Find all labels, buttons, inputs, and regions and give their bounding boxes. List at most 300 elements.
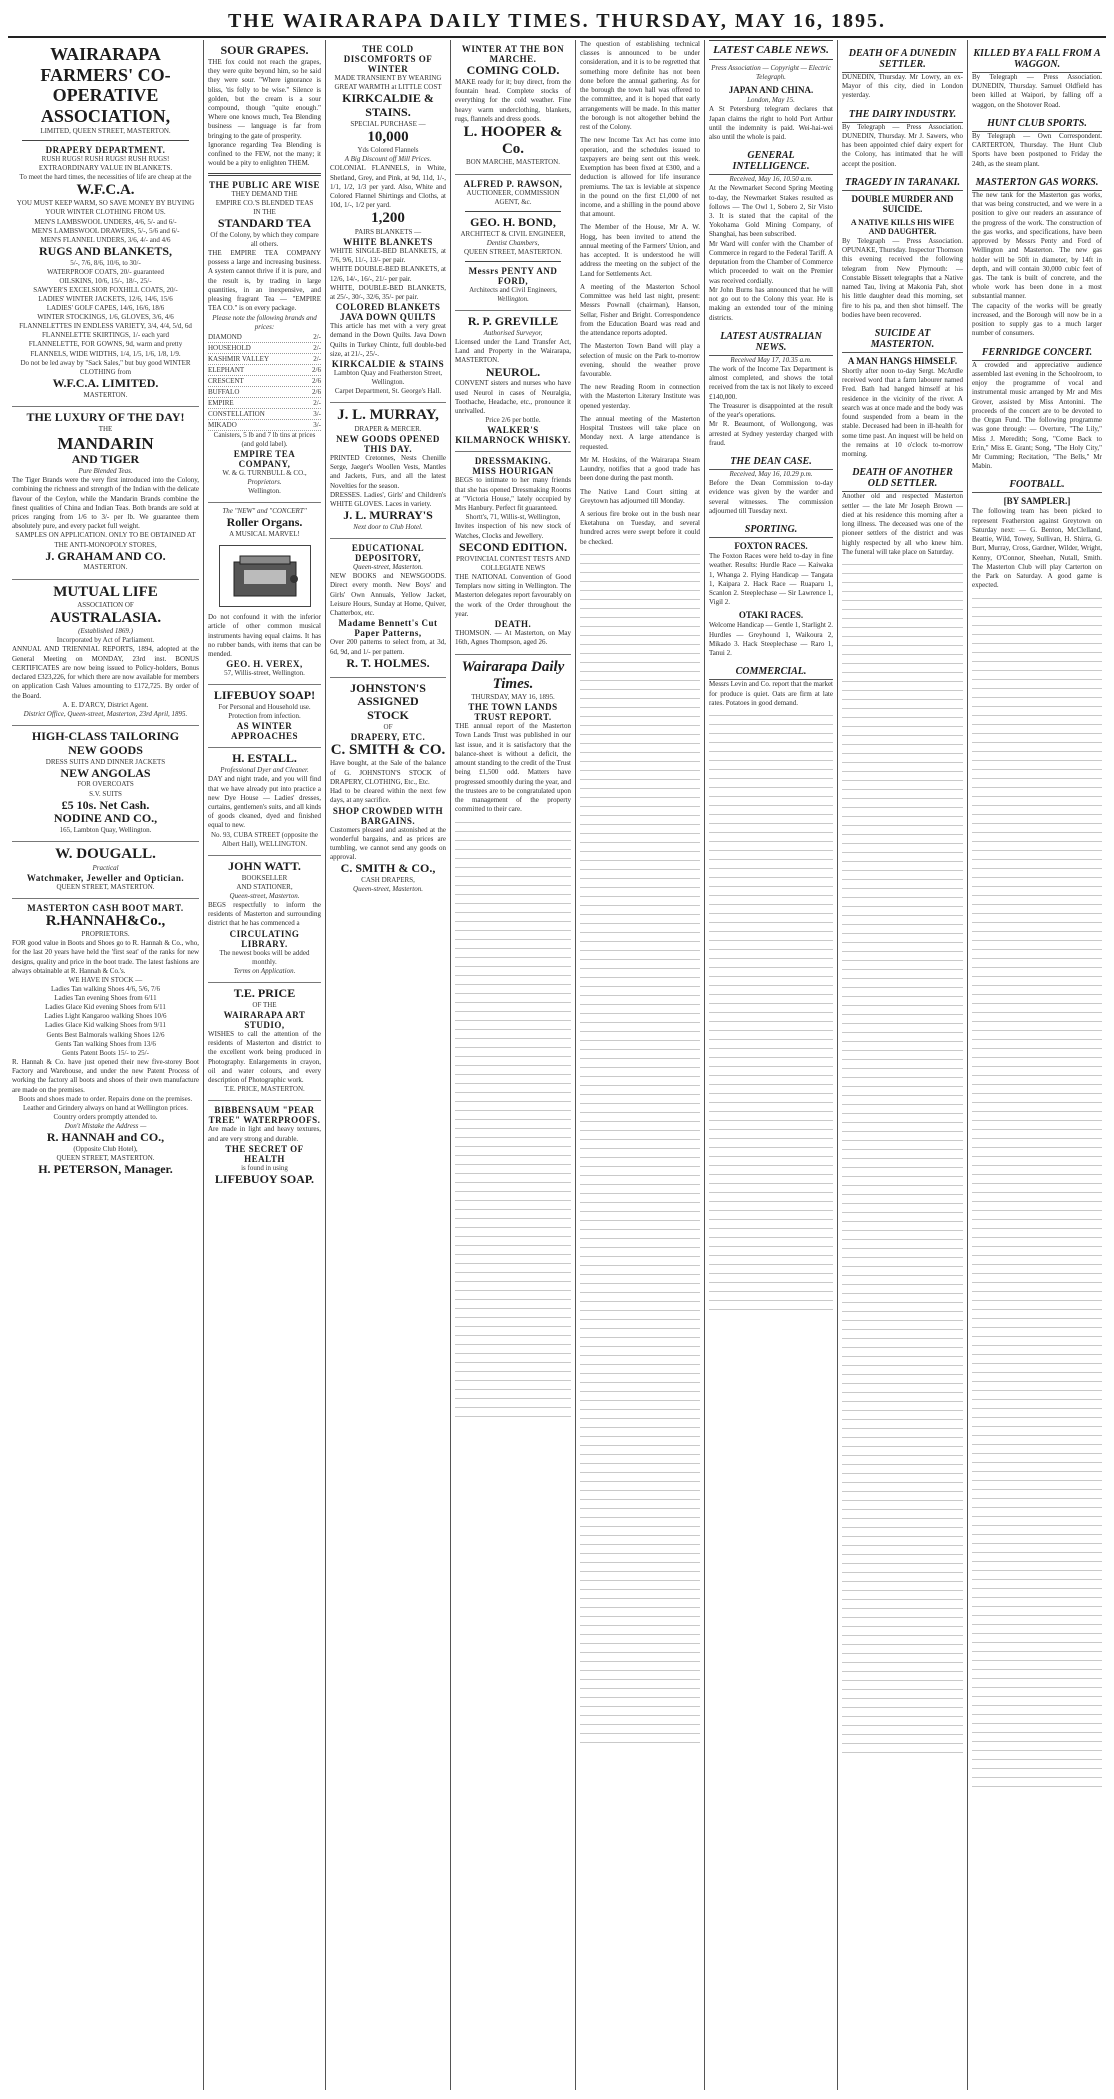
col8-text-block — [972, 595, 1102, 1795]
column-7 — [838, 40, 968, 2090]
organ-title: The "NEW" and "CONCERT" — [222, 507, 307, 516]
local-news-4: A meeting of the Masterton School Committee was held last night, present: Messrs Pownall (chairman), Hanson, Sellar, Fisher and Bright. Correspondence from the Education Board was read and the attendance reports adopted. — [580, 282, 700, 338]
tailoring-price: £5 10s. Net Cash. — [61, 797, 150, 812]
cable-b5: The work of the Income Tax Department is almost completed, and shows the total received from the tax is not likely to exceed £140,000. — [709, 364, 833, 401]
rawson-title: ALFRED P. RAWSON, — [463, 178, 563, 189]
news-h3: TRAGEDY IN TARANAKI. — [842, 173, 963, 191]
second-edition-title: SECOND EDITION. — [458, 539, 568, 554]
wfca-more-3: SAWYER'S EXCELSIOR FOXHILL COATS, 20/- — [33, 285, 178, 294]
column-2 — [204, 40, 326, 2090]
waterproofs-title: BIBBENSAUM "PEAR TREE" WATERPROOFS. — [208, 1105, 321, 1126]
johnston-sub-2: STOCK — [367, 708, 409, 723]
kirk-title-2: KIRKCALDIE & STAINS. — [342, 91, 434, 119]
empire-firm-2: W. & G. TURNBULL & CO., — [222, 468, 307, 477]
cable-b3: Mr Ward will confer with the Chamber of Commerce in regard to the Federal Tariff. A deputation from the Chamber of Commerce which proceeded to wait on the Premier was received cordially. — [709, 239, 833, 285]
empire-body: THE EMPIRE TEA COMPANY possess a large and increasing business. A system cannot thrive if it is pure, and the result is, by trading in large quantities, in an inexpensive, and pleasing fragrant Tea — "EMPIRE TEA CO." is on every package. — [208, 248, 321, 313]
wfca-more-7: FLANNELETTES IN ENDLESS VARIETY, 3/4, 4/4, 5/d, 6d — [19, 322, 192, 331]
cable-text-block — [709, 712, 833, 1312]
watt-lib: CIRCULATING LIBRARY. — [229, 928, 300, 949]
hannah-extra: R. Hannah & Co. have just opened their new five-storey Boot Factory and Warehouse, and under the new Patent Process of working the factory all boots and shoes of their own manufacture are made on the premises. — [12, 1057, 199, 1094]
professional-cards — [455, 175, 571, 311]
penty-title: Messrs PENTY AND FORD, — [468, 265, 558, 286]
tailoring-l4: FOR OVERCOATS — [77, 780, 134, 789]
penty-loc: Wellington. — [497, 294, 529, 303]
john-watt-ad — [208, 856, 321, 983]
tailoring-l3: NEW ANGOLAS — [60, 765, 151, 780]
price-body: WISHES to call the attention of the residents of Masterton and district to the excellent work being produced in Photography. Enlargements in crayon, oil and water colours, and every description of Photographic work. — [208, 1029, 321, 1085]
sour-grapes-ad — [208, 40, 321, 503]
mandarin-tea-ad — [12, 407, 199, 580]
kirk-big-1: 10,000 — [367, 128, 409, 145]
col8-b5: A crowded and appreciative audience assembled last evening in the Schoolroom, to enjoy the programme of vocal and instrumental music arranged by Mr and Mrs Grover, assisted by Miss Antonini. The proceeds of the concert are to be devoted to the Organ Fund. The following programme was gone through: — Overture, "The Lily," Miss J. Meredith; Song, "Come Back to Erin," Miss E. Grant; Song, "The Holy City," Mr Cumming; Recitation, "The Bells," Mr Mabin. — [972, 360, 1102, 471]
lifebuoy-ad — [208, 685, 321, 748]
penty-role: Architects and Civil Engineers, — [469, 285, 557, 294]
editorial — [455, 655, 571, 1425]
news-b5: Another old and respected Masterton settler — the late Mr Joseph Brown — died at his residence this morning after a long illness. The deceased was one of the pioneer settlers of the district and was highly respected by all who knew him. The funeral will take place on Saturday. — [842, 492, 963, 556]
organ-dealer: GEO. H. VEREX, — [226, 659, 303, 670]
kirk-title-4: JAVA DOWN QUILTS — [340, 312, 436, 323]
smith-firm: C. SMITH & CO. — [330, 742, 446, 759]
local-news-7: The annual meeting of the Masterton Hospital Trustees will take place on Monday next. A large attendance is requested. — [580, 414, 700, 451]
watt-loc: Queen-street, Masterton. — [229, 891, 300, 900]
murray-title: J. L. MURRAY, — [337, 407, 439, 424]
murray-body: PRINTED Cretonnes, Nests Chenille Serge, Jaeger's Woollen Vests, Mantles and Jackets, Furs, and all the latest Novelties for the season. — [330, 453, 446, 490]
watt-sub-2: AND STATIONER, — [236, 882, 293, 891]
col8-h1: KILLED BY A FALL FROM A WAGGON. — [972, 44, 1102, 73]
greville-ad — [455, 311, 571, 452]
smith-body: Have bought, at the Sale of the balance of G. JOHNSTON'S STOCK of DRAPERY, CLOTHING, Etc., Etc. — [330, 759, 446, 786]
kirk-list-1: WHITE SINGLE-BED BLANKETS, at 7/6, 9/6, 11/-, 13/- per pair. — [330, 246, 446, 265]
column-5 — [576, 40, 705, 2090]
news-h4: SUICIDE AT MASTERTON. — [842, 324, 963, 353]
wfca-title: WAIRARAPA FARMERS' CO-OPERATIVE ASSOCIATION, — [40, 44, 171, 127]
column-1 — [8, 40, 204, 2090]
wfca-ad — [12, 40, 199, 407]
cable-b10: Welcome Handicap — Gentle 1, Starlight 2. Hurdles — Greyhound 1, Waikoura 2, Mikado 3. Hack Steeplechase — Raro 1, Tanui 2. — [709, 621, 833, 658]
wfca-rug-prices: 5/-, 7/6, 8/6, 10/6, to 30/- — [70, 258, 141, 267]
organ-sub: A MUSICAL MARVEL! — [229, 530, 300, 539]
mutual-office: District Office, Queen-street, Masterton, 23rd April, 1895. — [23, 709, 188, 718]
death-title: DEATH. — [494, 619, 532, 630]
dressmaking-sub: MISS HOURIGAN — [472, 466, 554, 477]
hannah-price-3: Ladies Glace Kid evening Shoes from 6/11 — [45, 1003, 166, 1012]
empire-list-row: ELEPHANT 2/6 — [208, 365, 321, 374]
tailoring-firm: NODINE AND CO., — [53, 811, 158, 826]
public-wise-line-3: IN THE — [253, 207, 276, 216]
health-body: is found in using — [241, 1163, 288, 1172]
dressmaking-body: BEGS to intimate to her many friends that she has opened Dressmaking Rooms at "Victoria House," lately occupied by Mrs Hanbury. Perfect fit guaranteed. — [455, 476, 571, 513]
editorial-head: THE TOWN LANDS TRUST REPORT. — [468, 702, 558, 723]
cable-h3: LATEST AUSTRALIAN NEWS. — [709, 327, 833, 356]
depository-body: NEW BOOKS and NEWSGOODS. Direct every month. New Boys' and Girls' Own Annuals, Yellow Jacket, Leisure Hours, Sunday at Home, Quiver, Chatterbox, etc. — [330, 572, 446, 618]
wfca-brand: W.F.C.A. — [76, 182, 135, 199]
wfca-rush: RUSH RUGS! RUSH RUGS! RUSH RUGS! — [41, 154, 170, 163]
kirk-addr-2: Carpet Department, St. George's Hall. — [334, 387, 442, 396]
wfca-intro: To meet the hard times, the necessities of life are cheap at the — [19, 173, 192, 182]
estall-title: H. ESTALL. — [232, 751, 297, 766]
murray-addr: Next door to Club Hotel. — [353, 523, 423, 531]
murray-head: NEW GOODS OPENED THIS DAY. — [336, 433, 440, 454]
hannah-ad — [12, 899, 199, 1183]
organ-addr: 57, Willis-street, Wellington. — [224, 669, 305, 678]
cable-h2: GENERAL INTELLIGENCE. — [709, 146, 833, 175]
smith-role: CASH DRAPERS, — [361, 876, 415, 885]
local-news-6: The new Reading Room in connection with the Masterton Literary Institute was opened yesterday. — [580, 383, 700, 410]
editorial-text-block — [455, 819, 571, 1419]
public-wise-sub: THEY DEMAND THE — [231, 189, 298, 198]
mutual-note: Incorporated by Act of Parliament. — [56, 636, 155, 645]
hannah-mgr: H. PETERSON, Manager. — [38, 1162, 173, 1177]
mutual-title: MUTUAL LIFE — [53, 583, 158, 600]
local-news-8: Mr M. Hoskins, of the Wairarapa Steam Laundry, notifies that a good trade has been done during the past month. — [580, 455, 700, 483]
johnston-sub: ASSIGNED — [357, 694, 419, 709]
murray-ad — [330, 403, 446, 539]
dougall-ad — [12, 842, 199, 898]
neurol-price: Price 2/6 per bottle. — [485, 416, 541, 425]
organ-body: Do not confound it with the inferior article of other common musical instruments having equal claims. It has no rubber bands, with items that can be mended. — [208, 613, 321, 659]
cable-h5b: FOXTON RACES. — [734, 541, 808, 552]
bond-sub: Dentist Chambers, — [486, 238, 540, 247]
kirk-big-2-sub: PAIRS BLANKETS — — [354, 227, 422, 236]
mandarin-brand-2: MANDARIN — [57, 433, 154, 453]
bon-marche-ad — [455, 40, 571, 175]
mandarin-brand-1: THE — [98, 424, 113, 433]
shortt-body: Invites inspection of his new stock of Watches, Clocks and Jewellery. — [455, 522, 571, 540]
watt-terms: Terms on Application. — [233, 966, 296, 975]
sour-grapes-title: SOUR GRAPES. — [220, 43, 309, 57]
empire-list-row: KASHMIR VALLEY 2/- — [208, 354, 321, 363]
hannah-price-7: Gents Tan walking Shoes from 13/6 — [55, 1039, 156, 1048]
mandarin-store: THE ANTI-MONOPOLY STORES, — [54, 540, 157, 549]
waterproofs-ad — [208, 1101, 321, 1192]
second-edition-sub: PROVINCIAL CONTEST TESTS AND COLLEGIATE NEWS — [455, 554, 571, 572]
greville-title: R. P. GREVILLE — [467, 314, 559, 329]
wfca-more-8: FLANNELETTE SKIRTINGS, 1/- each yard — [42, 331, 169, 340]
murray-sub: DRAPER & MERCER. — [354, 424, 422, 433]
cable-news-head: LATEST CABLE NEWS. — [709, 40, 833, 60]
dressmaking-ad — [455, 452, 571, 654]
neurol-title: NEUROL. — [485, 364, 541, 379]
dougall-loc: QUEEN STREET, MASTERTON. — [56, 882, 155, 891]
mandarin-brand-3: AND TIGER — [71, 452, 140, 467]
empire-list-row: CRESCENT 2/6 — [208, 376, 321, 385]
cable-b8: Before the Dean Commission to-day evidence was given by the warder and several witnesses. The commission adjourned till Tuesday next. — [709, 479, 833, 515]
dougall-title: W. DOUGALL. — [55, 846, 156, 863]
depository-title: EDUCATIONAL DEPOSITORY, — [351, 543, 425, 564]
column-6 — [705, 40, 838, 2090]
kirk-list-3: WHITE, DOUBLE-BED BLANKETS, at 25/-, 30/-, 32/6, 35/- per pair. — [330, 283, 446, 301]
news-text-block — [842, 561, 963, 1761]
col8-b1: By Telegraph — Press Association. DUNEDIN, Thursday. Samuel Oldfield has been killed at Waipori, by falling off a waggon, on the Shotover Road. — [972, 73, 1102, 109]
kirk-title: THE COLD DISCOMFORTS OF WINTER — [343, 44, 433, 74]
smith-body-3: Customers pleased and astonished at the wonderful bargains, and as prices are tumbling, we cannot send any goods on approval. — [330, 825, 446, 862]
standard-tea-body: Of the Colony, by which they compare all others. — [210, 230, 319, 248]
cable-news-sub: Press Association — Copyright — Electric Telegraph. — [711, 64, 831, 82]
smith-head: SHOP CROWDED WITH BARGAINS. — [332, 805, 444, 826]
cable-b11: Messrs Levin and Co. report that the market for produce is quiet. Oats are firm at late rates. Potatoes in good demand. — [709, 680, 833, 707]
wfca-sub: LIMITED, QUEEN STREET, MASTERTON. — [40, 126, 171, 135]
mutual-sub: ASSOCIATION OF — [77, 600, 134, 609]
mandarin-brand-sub: Pure Blended Teas. — [78, 466, 133, 475]
lifebuoy-title: LIFEBUOY SOAP! — [213, 688, 316, 703]
cable-b1: A St Petersburg telegram declares that Japan claims the right to hold Port Arthur until the indemnity is paid. Wei-hai-wei also until the whole is paid. — [709, 105, 833, 141]
mutual-sign: A. E. D'ARCY, District Agent. — [62, 700, 149, 709]
hannah-price-head: WE HAVE IN STOCK — — [68, 976, 143, 985]
price-sub: OF THE — [252, 1000, 277, 1009]
estall-sub: Professional Dyer and Cleaner. — [220, 766, 309, 775]
tailoring-ad — [12, 726, 199, 842]
dressmaking-title: DRESSMAKING. — [474, 456, 552, 467]
greville-role: Authorised Surveyor, — [483, 328, 543, 337]
col8-h5b: [BY SAMPLER.] — [1003, 496, 1071, 507]
neurol-body: CONVENT sisters and nurses who have used Neurol in cases of Neuralgia, Toothache, Headache, etc., pronounce it unrivalled. — [455, 379, 571, 416]
walker-title: WALKER'S KILMARNOCK WHISKY. — [455, 425, 571, 446]
hannah-body: FOR good value in Boots and Shoes go to R. Hannah & Co., who, for the last 20 years have held the 'first seat' of the ranks for new designs, quality and price in the boot trade. The latest fashions are always obtainable at R. Hannah & Co.'s. — [12, 939, 199, 975]
wfca-dept: DRAPERY DEPARTMENT. — [45, 144, 166, 155]
price-studio-ad — [208, 983, 321, 1101]
hannah-firm-2: R. HANNAH and CO., — [46, 1130, 165, 1145]
news-b3: By Telegraph — Press Association. OPUNAKE, Thursday. Inspector Thomson this evening received the following telegram from New Plymouth: — Constable Bissett telegraphs that a Native named Tau, living at Makonia Pah, shot his little daughter dead this morning, set fire to his pa, and then shot himself. The bodies have been recovered. — [842, 236, 963, 319]
bond-role: ARCHITECT & CIVIL ENGINEER, — [460, 229, 566, 238]
news-h4b: A MAN HANGS HIMSELF. — [847, 355, 958, 366]
col8-b6: The following team has been picked to represent Featherston against Greytown on Saturday next: — G. Benton, McClelland, Beattie, Wild, Towey, Sullivan, H. Shirra, G. Burt, Murray, Cross, Gardner, Wilder, Wright, Kenny, O'Connor, Sheehan, Nutall, Smith. The Masterton Club will play Carterton on the Park on Saturday. A good game is expected. — [972, 507, 1102, 590]
tailoring-addr: 165, Lambton Quay, Wellington. — [59, 826, 152, 835]
health-title: THE SECRET OF HEALTH — [225, 1143, 304, 1164]
murray-body-2: DRESSES. Ladies', Girls' and Children's WHITE GLOVES. Laces in variety. — [330, 490, 446, 508]
empire-loc: Wellington. — [248, 487, 281, 496]
mutual-life-ad — [12, 580, 199, 726]
second-edition-body: THE NATIONAL Convention of Good Templars now sitting in Wellington. The Masterton delegates report favourably on the work of the Order throughout the year. — [455, 572, 571, 618]
cable-b6: The Treasurer is disappointed at the result of the year's operations. — [709, 401, 833, 420]
empire-list-row: HOUSEHOLD 2/- — [208, 343, 321, 352]
news-b4: Shortly after noon to-day Sergt. McArdle received word that a farm labourer named Fred. Bath had hanged himself at his residence in the vicinity of the river. A search was at once made and the body was found suspended from a beam in the stable. Deceased had been in ill-health for some time past. An inquest will be held on the remains at 10 o'clock to-morrow morning. — [842, 366, 963, 459]
kirk-list-2: WHITE DOUBLE-BED BLANKETS, at 12/6, 14/-, 16/-, 21/- per pair. — [330, 265, 446, 283]
wfca-more-5: LADIES' GOLF CAPES, 14/6, 16/6, 18/6 — [46, 304, 165, 313]
wfca-more-4: LADIES' WINTER JACKETS, 12/6, 14/6, 15/6 — [38, 295, 173, 304]
hannah-price-2: Ladies Tan evening Shoes from 6/11 — [54, 994, 157, 1003]
wfca-more-10: FLANNELS, WIDE WIDTHS, 1/4, 1/5, 1/6, 1/8, 1/9. — [30, 349, 181, 358]
kirk-big-1-note: A Big Discount off Mill Prices. — [344, 155, 432, 164]
kirk-big-1-sub: Yds Colored Flannels — [357, 146, 419, 155]
price-title: T.E. PRICE — [233, 985, 296, 1000]
price-sub-2: WAIRARAPA ART STUDIO, — [223, 1009, 306, 1030]
cable-t1: London, May 15. — [747, 96, 795, 105]
lifebuoy-body: For Personal and Household use. Protection from infection. — [218, 703, 311, 721]
hannah-price-8: Gents Patent Boots 15/- to 25/- — [62, 1048, 149, 1057]
tailoring-title: HIGH-CLASS TAILORING — [31, 728, 180, 743]
col8-h3: MASTERTON GAS WORKS. — [972, 173, 1102, 191]
column-8 — [968, 40, 1106, 2090]
cable-h7: COMMERCIAL. — [709, 662, 833, 680]
hannah-firm: R.HANNAH&Co., — [45, 912, 166, 929]
rawson-role: AUCTIONEER, COMMISSION AGENT, &c. — [466, 188, 560, 206]
col8-h5: FOOTBALL. — [972, 475, 1102, 493]
tailoring-l5: S.V. SUITS — [89, 789, 122, 798]
johnston-ad — [330, 678, 446, 901]
editorial-body: THE annual report of the Masterton Town Lands Trust was published in our last issue, and it is satisfactory that the balance-sheet is without a deficit, the amount standing to the credit of the Trust being £1,500 odd. Matters have progressed smoothly during the year, and the trustees are to be congratulated upon the management of the property committed to their care. — [455, 722, 571, 814]
dougall-l2: Watchmaker, Jeweller and Optician. — [26, 872, 185, 883]
col8-h2: HUNT CLUB SPORTS. — [972, 114, 1102, 132]
depository-body-2: Over 200 patterns to select from, at 3d, 6d, 9d, and 1/- per pattern. — [330, 638, 446, 656]
wfca-more-1: WATERPROOF COATS, 20/- guaranteed — [46, 267, 165, 276]
cable-t3: Received May 17, 10.35 a.m. — [730, 355, 812, 364]
news-h5: DEATH OF ANOTHER OLD SETTLER. — [842, 463, 963, 492]
kirk-title-3: COLORED BLANKETS — [335, 302, 441, 313]
public-wise-title: THE PUBLIC ARE WISE — [208, 179, 321, 190]
masthead-title: THE WAIRARAPA DAILY TIMES. THURSDAY, MAY 16, 1895. — [227, 9, 887, 32]
kirkcaldie-ad — [330, 40, 446, 403]
roller-organ-icon — [219, 545, 311, 607]
wfca-keep: YOU MUST KEEP WARM, SO SAVE MONEY BY BUYING YOUR WINTER CLOTHING FROM US. — [16, 199, 195, 217]
lifebuoy-tag: AS WINTER APPROACHES — [230, 721, 298, 742]
wfca-more-6: WINTER STOCKINGS, 1/6, GLOVES, 3/6, 4/6 — [37, 313, 174, 322]
bon-marche-body: MAKE ready for it; buy direct, from the fountain head. Complete stocks of everything for the cold weather. Fine heavy warm underclothing, blankets, rugs, flannels and dress goods. — [455, 77, 571, 123]
smith-body-2: Had to be cleared within the next few days, at any sacrifice. — [330, 787, 446, 805]
wfca-extra: EXTRAORDINARY VALUE IN BLANKETS. — [38, 163, 173, 172]
cable-b9: The Foxton Races were held to-day in fine weather. Results: Hurdle Race — Kaiwaka 1, Whanga 2. Flying Handicap — Tangata 1, Kaipara 2. Hack Race — Ruaparu 1, Scanlon 2. Steeplechase — Sir Lawrence 1, Vigil 2. — [709, 552, 833, 607]
bond-title: GEO. H. BOND, — [470, 214, 556, 229]
watt-body: BEGS respectfully to inform the residents of Masterton and surrounding district that he has commenced a — [208, 900, 321, 928]
tailoring-l1: NEW GOODS — [68, 742, 143, 757]
kirk-big-2-line: WHITE BLANKETS — [343, 236, 433, 247]
kirk-title-5: KIRKCALDIE & STAINS — [331, 359, 445, 370]
column-4 — [451, 40, 576, 2090]
col8-b3: The new tank for the Masterton gas works, that was being constructed, and we were in a position to give our readers an assurance of the progress of the work. The construction of the gas works, and specifications, have been approved by Messrs Penty and Ford of Wellington and Masterton. The new gas holder will be 50ft in diameter, by 14ft in depth, and will contain 30,000 cubic feet of gas. The tank is built of concrete, and the whole work has been done in a most substantial manner. — [972, 190, 1102, 301]
mandarin-body: The Tiger Brands were the very first introduced into the Colony, combining the richness and strength of the Indian with the delicate flavour of the Ceylon, while the Mandarin Brands combine the finest qualities of China and Indian Teas. Both brands are sold at prices ranging from 1/6 to 3/- per lb. We guarantee them absolutely pure, and every packet full weight. — [12, 476, 199, 531]
wfca-item-2: MEN'S LAMBSWOOL DRAWERS, 5/-, 5/6 and 6/- — [31, 226, 180, 235]
sour-grapes-body: THE fox could not reach the grapes, they were quite beyond him, so he said they were sour. "Where ignorance is bliss, 'tis folly to be wise." Silence is golden, but the cream is a sour compound, though "quite enough." Where one knows much, Tea Blending business — language is far from bringing to the gate of prosperity. — [208, 57, 321, 140]
hannah-leather: Leather and Grindery always on hand at Wellington prices. — [22, 1103, 189, 1112]
tailoring-l2: DRESS SUITS AND DINNER JACKETS — [45, 757, 166, 766]
wfca-footer-loc: MASTERTON. — [83, 390, 128, 399]
kirk-body-4: This article has met with a very great demand in the Down Quilts. Java Down Quilts in Turkey Chintz, full double-bed size, at 21/-, 25/-. — [330, 322, 446, 358]
hannah-title: MASTERTON CASH BOOT MART. — [27, 902, 184, 913]
news-h2: THE DAIRY INDUSTRY. — [842, 105, 963, 123]
hannah-price-6: Gents Best Balmorals walking Shoes 12/6 — [46, 1030, 165, 1039]
mandarin-title: THE LUXURY OF THE DAY! — [26, 409, 185, 424]
death-body: THOMSON. — At Masterton, on May 16th, Agnes Thompson, aged 26. — [455, 629, 571, 647]
wfca-note: Do not be led away by "Sack Sales," but buy good WINTER CLOTHING from — [20, 358, 191, 376]
mutual-title-2: AUSTRALASIA. — [49, 609, 162, 626]
cable-h4: THE DEAN CASE. — [709, 452, 833, 470]
murray-title-2: J. L. MURRAY'S — [343, 508, 433, 523]
estall-body: DAY and night trade, and you will find that we have already put into practice a new Dye House — Ladies' dresses, curtains, gentlemen's suits, and all kinds of goods cleaned, dyed and finished equal to new. — [208, 775, 321, 830]
organ-title-2: Roller Organs. — [226, 515, 303, 530]
mandarin-firm: J. GRAHAM AND CO. — [45, 548, 166, 563]
kirk-big-2: 1,200 — [371, 210, 405, 227]
bond-addr: QUEEN STREET, MASTERTON. — [463, 247, 563, 256]
empire-list-row: MIKADO 3/- — [208, 420, 321, 429]
hannah-price-1: Ladies Tan walking Shoes 4/6, 5/6, 7/6 — [50, 985, 161, 994]
waterproofs-body: Are made in light and heavy textures, and are very strong and durable. — [208, 1125, 321, 1143]
cable-b7: Mr R. Beaumont, of Wollongong, was arrested at Sydney yesterday charged with fraud. — [709, 420, 833, 447]
local-news-2: The new Income Tax Act has come into operation, and the schedules issued to taxpayers are being sent out this week. Exemption has been fixed at £300, and a deduction is allowed for life insurance premiums. The tax is leviable at sixpence in the pound on the first £1,000 of net income, and a shilling in the pound above that amount. — [580, 136, 700, 219]
wfca-footer: W.F.C.A. LIMITED. — [52, 375, 159, 390]
depository-ad — [330, 539, 446, 678]
public-wise-line: EMPIRE CO.'S BLENDED TEAS — [215, 198, 314, 207]
columns — [8, 40, 1106, 2090]
hannah-country: Country orders promptly attended to. — [53, 1112, 158, 1121]
standard-tea-title: STANDARD TEA — [217, 215, 312, 230]
shortt-title: Shortt's, 71, Willis-st, Wellington, — [465, 513, 561, 522]
hannah-addr: (Opposite Club Hotel), — [73, 1144, 138, 1153]
cable-h1: JAPAN AND CHINA. — [728, 85, 814, 96]
col8-h4: FERNRIDGE CONCERT. — [972, 343, 1102, 361]
smith-loc: Queen-street, Masterton. — [353, 885, 423, 894]
watt-lib-sub: The newest books will be added monthly. — [219, 948, 310, 966]
editorial-masthead: Wairarapa Daily Times. — [461, 658, 565, 692]
sour-grapes-body-2: Ignorance regarding Tea Blending is confined to the FEW, not the many; it would be a pity to enlighten THEM. — [208, 140, 321, 168]
dougall-l1: Practical — [92, 863, 119, 872]
news-b2: By Telegraph — Press Association. DUNEDIN, Thursday. Mr J. Sawers, who has been appointed chief dairy expert for the Colony, has intimated that he will accept the position. — [842, 122, 963, 168]
wfca-item-3: MEN'S FLANNEL UNDERS, 3/6, 4/- and 4/6 — [40, 235, 171, 244]
cable-h5: SPORTING. — [709, 520, 833, 538]
wfca-rugs: RUGS AND BLANKETS, — [38, 243, 173, 258]
news-h3b: DOUBLE MURDER AND SUICIDE. — [851, 193, 954, 214]
wfca-more-9: FLANNELETTE, FOR GOWNS, 9d, warm and pretty — [28, 340, 183, 349]
hannah-price-4: Ladies Light Kangaroo walking Shoes 10/6 — [44, 1012, 167, 1021]
kirk-sub-2: GREAT WARMTH at LITTLE COST — [334, 83, 442, 92]
cable-b4: Mr John Burns has announced that he will not go out to the Colony this year. He is making an extended tour of the mining districts. — [709, 285, 833, 322]
watt-sub: BOOKSELLER — [241, 873, 288, 882]
editorial-date: THURSDAY, MAY 16, 1895. — [471, 693, 555, 702]
empire-list-row: BUFFALO 2/6 — [208, 387, 321, 396]
hannah-addr-head: Don't Mistake the Address — — [64, 1122, 147, 1131]
johnston-title: JOHNSTON'S — [350, 680, 426, 695]
empire-role: Proprietors. — [247, 477, 282, 486]
smith-firm-2: C. SMITH & CO., — [340, 861, 436, 876]
bon-marche-title: WINTER AT THE BON MARCHE. — [461, 44, 565, 64]
hannah-role: PROPRIETORS. — [81, 929, 130, 938]
cable-t2: Received, May 16, 10.50 a.m. — [729, 175, 813, 184]
estall-ad — [208, 748, 321, 855]
wfca-item-1: MEN'S LAMBSWOOL UNDERS, 4/6, 5/- and 6/- — [34, 217, 177, 226]
bon-marche-sub: COMING COLD. — [466, 63, 560, 77]
col8-b2: By Telegraph — Own Correspondent. CARTERTON, Thursday. The Hunt Club Sports have been postponed to Friday the 24th, as the steam plant. — [972, 131, 1102, 168]
news-h1: DEATH OF A DUNEDIN SETTLER. — [842, 44, 963, 73]
local-news-10: A serious fire broke out in the bush near Eketahuna on Tuesday, and several hundred acres were swept before it could be checked. — [580, 510, 700, 546]
kirk-addr: Lambton Quay and Featherston Street, Wellington. — [333, 369, 443, 387]
kirk-sub-3: SPECIAL PURCHASE — — [350, 119, 426, 128]
kirk-sub: MADE TRANSIENT BY WEARING — [334, 74, 442, 82]
depository-title-2: Madame Bennett's Cut Paper Patterns, — [338, 618, 438, 639]
local-news-5: The Masterton Town Band will play a selection of music on the Park to-morrow evening, should the weather prove favourable. — [580, 342, 700, 378]
empire-list-row: DIAMOND 2/- — [208, 332, 321, 341]
local-news-9: The Native Land Court sitting at Greytown has adjourned till Monday. — [580, 487, 700, 505]
health-brand: LIFEBUOY SOAP. — [214, 1171, 315, 1186]
masthead — [8, 6, 1106, 38]
mandarin-samples: SAMPLES ON APPLICATION. ONLY TO BE OBTAINED AT — [15, 531, 196, 540]
cable-b2: At the Newmarket Second Spring Meeting to-day, the Newmarket Stakes resulted as follows — The Owl 1, Sobero 2, Sir Visto 3. It is stated that the capital of the Yokohama Gold Mining Company, of Shanghai, has been subscribed. — [709, 184, 833, 239]
johnston-sub-4: DRAPERY, ETC. — [350, 732, 426, 743]
estall-addr: No. 93, CUBA STREET (opposite the Albert Hall), WELLINGTON. — [210, 830, 318, 848]
roller-organ-ad — [208, 503, 321, 685]
news-h3c: A NATIVE KILLS HIS WIFE AND DAUGHTER. — [850, 217, 955, 236]
local-news-text-block — [580, 551, 700, 1751]
hooper-addr: BON MARCHE, MASTERTON. — [466, 158, 560, 167]
empire-list-row: EMPIRE 2/- — [208, 398, 321, 407]
depository-sign: R. T. HOLMES. — [346, 655, 430, 670]
hannah-price-5: Ladies Glace Kid walking Shoes from 9/11 — [44, 1021, 167, 1030]
greville-body: Licensed under the Land Transfer Act, Land and Property in the Wairarapa, MASTERTON. — [455, 337, 571, 365]
empire-tins: Canisters, 5 lb and 7 lb tins at prices (and gold label). — [213, 430, 316, 448]
column-3 — [326, 40, 451, 2090]
empire-firm: EMPIRE TEA COMPANY, — [233, 448, 296, 469]
watt-title: JOHN WATT. — [228, 858, 301, 873]
news-b1: DUNEDIN, Thursday. Mr Lowry, an ex-Mayor of this city, died in London yesterday. — [842, 73, 963, 100]
cable-h6: OTAKI RACES. — [738, 610, 804, 621]
mandarin-loc: MASTERTON. — [83, 563, 128, 572]
